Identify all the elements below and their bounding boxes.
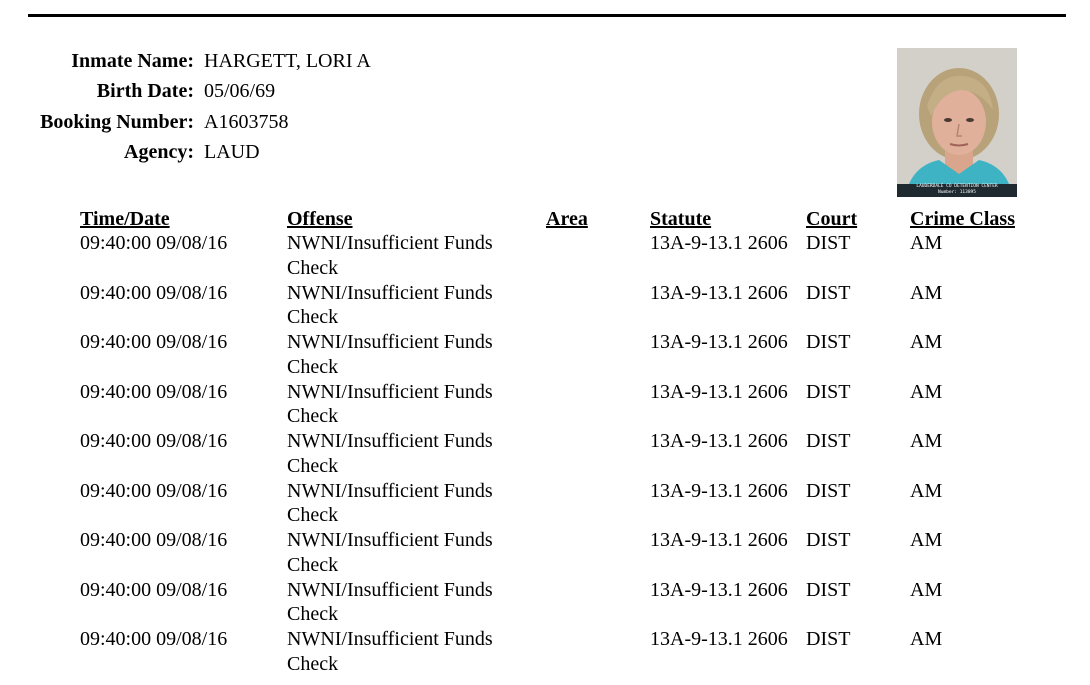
charge-row	[80, 429, 1040, 479]
charge-time-date: 09:40:00 09/08/16	[80, 380, 228, 403]
mugshot-photo	[897, 48, 1017, 197]
charge-row	[80, 380, 1040, 430]
charge-crime-class: AM	[910, 232, 943, 254]
booking-number-label: Booking Number:	[40, 110, 194, 133]
header-crime-class: Crime Class	[910, 208, 1015, 230]
charge-area	[546, 528, 650, 578]
charge-crime-class: AM	[910, 628, 943, 650]
charge-row	[80, 479, 1040, 529]
charge-court: DIST	[806, 479, 851, 502]
charge-area	[546, 578, 650, 628]
inmate-name-row	[36, 46, 371, 77]
charge-row	[80, 330, 1040, 380]
charge-row	[80, 231, 1040, 281]
birth-date-row	[36, 77, 371, 108]
charge-crime-class: AM	[910, 331, 943, 353]
charge-time-date: 09:40:00 09/08/16	[80, 281, 228, 304]
inmate-name-value: HARGETT, LORI A	[204, 49, 371, 72]
charge-offense: NWNI/Insufficient Funds Check	[287, 628, 493, 675]
charges-table	[80, 207, 1040, 677]
charge-crime-class: AM	[910, 578, 943, 601]
charge-court: DIST	[806, 331, 851, 353]
charge-statute: 13A-9-13.1 2606	[650, 529, 788, 551]
birth-date-label: Birth Date:	[96, 80, 194, 103]
charge-offense: NWNI/Insufficient Funds Check	[287, 479, 493, 526]
charge-offense: NWNI/Insufficient Funds Check	[287, 430, 493, 477]
charge-court: DIST	[806, 529, 851, 551]
charge-area	[546, 330, 650, 380]
agency-value: LAUD	[204, 141, 260, 164]
agency-label: Agency:	[124, 141, 194, 164]
charge-offense: NWNI/Insufficient Funds Check	[287, 281, 493, 328]
charge-row	[80, 281, 1040, 331]
charge-offense: NWNI/Insufficient Funds Check	[287, 578, 493, 625]
booking-number-value: A1603758	[204, 110, 289, 133]
charge-crime-class: AM	[910, 479, 943, 502]
mugshot-illustration	[897, 48, 1017, 197]
charge-time-date: 09:40:00 09/08/16	[80, 628, 228, 650]
header-area: Area	[546, 208, 588, 230]
charge-court: DIST	[806, 232, 851, 254]
charge-statute: 13A-9-13.1 2606	[650, 331, 788, 353]
charge-time-date: 09:40:00 09/08/16	[80, 232, 228, 254]
charge-statute: 13A-9-13.1 2606	[650, 430, 788, 452]
top-rule	[28, 14, 1066, 17]
charge-offense: NWNI/Insufficient Funds Check	[287, 232, 493, 279]
charge-offense: NWNI/Insufficient Funds Check	[287, 380, 493, 427]
charge-statute: 13A-9-13.1 2606	[650, 628, 788, 650]
charge-area	[546, 429, 650, 479]
charge-time-date: 09:40:00 09/08/16	[80, 578, 228, 601]
charge-crime-class: AM	[910, 430, 943, 452]
charge-row	[80, 578, 1040, 628]
charge-court: DIST	[806, 578, 851, 601]
charge-crime-class: AM	[910, 380, 943, 403]
photo-caption: LAUDERDALE CO DETENTION CENTER	[916, 184, 998, 189]
photo-number: Number: 113895	[938, 190, 976, 195]
charge-offense: NWNI/Insufficient Funds Check	[287, 331, 493, 378]
header-statute: Statute	[650, 208, 712, 230]
charge-court: DIST	[806, 430, 851, 452]
charge-statute: 13A-9-13.1 2606	[650, 578, 788, 601]
charge-row	[80, 627, 1040, 677]
header-time-date: Time/Date	[80, 208, 170, 230]
charge-area	[546, 231, 650, 281]
charge-court: DIST	[806, 281, 851, 304]
agency-row	[36, 138, 371, 169]
charge-crime-class: AM	[910, 281, 943, 304]
charge-statute: 13A-9-13.1 2606	[650, 232, 788, 254]
birth-date-value: 05/06/69	[204, 80, 276, 103]
charge-crime-class: AM	[910, 529, 943, 551]
inmate-info	[36, 46, 371, 168]
charge-area	[546, 479, 650, 529]
header-offense: Offense	[287, 208, 353, 230]
charge-area	[546, 380, 650, 430]
charge-time-date: 09:40:00 09/08/16	[80, 430, 228, 452]
booking-number-row	[36, 107, 371, 138]
charge-statute: 13A-9-13.1 2606	[650, 281, 788, 304]
charge-row	[80, 528, 1040, 578]
charge-area	[546, 281, 650, 331]
inmate-name-label: Inmate Name:	[71, 49, 194, 72]
header-court: Court	[806, 208, 858, 230]
charge-court: DIST	[806, 628, 851, 650]
charge-court: DIST	[806, 380, 851, 403]
charges-header-row	[80, 207, 1040, 231]
charge-offense: NWNI/Insufficient Funds Check	[287, 529, 493, 576]
charge-statute: 13A-9-13.1 2606	[650, 479, 788, 502]
charge-time-date: 09:40:00 09/08/16	[80, 479, 228, 502]
charge-area	[546, 627, 650, 677]
charge-statute: 13A-9-13.1 2606	[650, 380, 788, 403]
charge-time-date: 09:40:00 09/08/16	[80, 331, 228, 353]
charge-time-date: 09:40:00 09/08/16	[80, 529, 228, 551]
